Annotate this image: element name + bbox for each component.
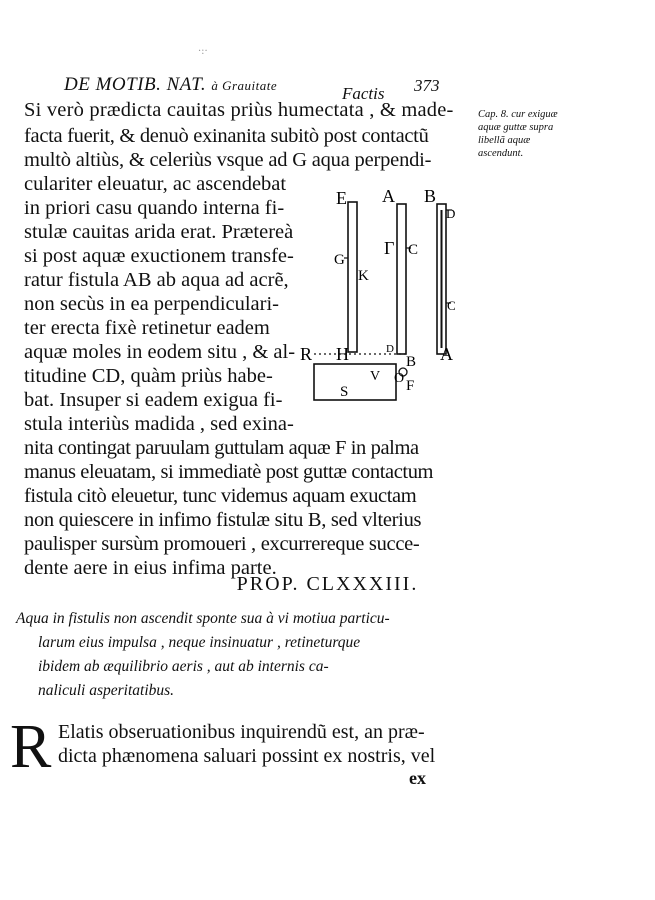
paragraph-line: in priori casu quando interna fi- — [24, 197, 285, 219]
running-header — [64, 74, 277, 96]
label-o: O — [394, 371, 405, 386]
label-h: H — [336, 344, 349, 364]
paragraph-line: ratur fistula AB ab aqua ad acrẽ, — [24, 269, 289, 291]
label-a-top: A — [382, 188, 395, 206]
label-b-low: B — [406, 354, 417, 370]
label-d-low: D — [386, 343, 394, 355]
page-number: 373 — [414, 76, 440, 95]
final-paragraph-line: dicta phænomena saluari possint ex nostris, vel — [58, 745, 436, 767]
paragraph-line: manus eleuatam, si immediatè post guttæ contactum — [24, 461, 434, 483]
proposition-line: larum eius impulsa , neque insinuatur , retineturque — [38, 634, 361, 651]
proposition-title: PROP. CLXXXIII. — [236, 573, 419, 595]
paragraph-line: multò altiùs, & celeriùs vsque ad G aqua perpendi- — [24, 149, 432, 171]
label-v: V — [370, 369, 381, 384]
paragraph-line: fistula citò eleuetur, tunc videmus aquam exuctam — [24, 485, 417, 507]
proposition-line: ibidem ab æquilibrio aeris , aut ab internis ca- — [38, 658, 329, 675]
label-gamma: Γ — [384, 238, 395, 258]
water-vessel — [314, 364, 396, 400]
paragraph-line: nita contingat paruulam guttulam aquæ F in palma — [24, 437, 419, 459]
paragraph-line: non quiescere in infimo fistulæ situ B, sed vlterius — [24, 509, 422, 531]
drop-capital: R — [10, 713, 52, 781]
marginal-note: Cap. 8. cur exiguæ aquæ guttæ supra libellã aquæ ascendunt. — [478, 109, 558, 159]
header-facilis: Factis — [342, 84, 385, 103]
label-d-top: D — [446, 206, 456, 221]
label-c-mid: C — [408, 242, 419, 258]
paragraph-line: Si verò prædicta cauitas priùs humectata , & made- — [24, 99, 454, 121]
paragraph-line: stula interiùs madida , sed exina- — [24, 413, 294, 435]
label-c-right: C — [447, 298, 456, 313]
paragraph-line: ter erecta fixè retinetur eadem — [24, 317, 270, 339]
ornament-mark: ·:· — [198, 46, 208, 57]
paragraph-line: titudine CD, quàm priùs habe- — [24, 365, 273, 387]
paragraph-line: paulisper sursùm promoueri , excurrereque succe- — [24, 533, 420, 555]
proposition-line: Aqua in fistulis non ascendit sponte sua à vi motiua particu- — [16, 610, 390, 627]
label-s: S — [340, 384, 349, 400]
paragraph-line: si post aquæ exuctionem transfe- — [24, 245, 294, 267]
paragraph-line: stulæ cauitas arida erat. Prætereà — [24, 221, 294, 243]
label-k: K — [358, 268, 369, 284]
label-b-top: B — [424, 188, 437, 206]
label-r: R — [300, 344, 313, 364]
label-e: E — [336, 188, 347, 208]
paragraph-line: facta fuerit, & denuò exinanita subitò post contactũ — [24, 125, 429, 147]
label-f: F — [406, 378, 415, 394]
paragraph-line: culariter eleuatur, ac ascendebat — [24, 173, 287, 195]
capillary-tubes-figure — [300, 188, 470, 418]
paragraph-line: dente aere in eius infima parte. — [24, 557, 277, 579]
label-a-low: A — [440, 344, 453, 364]
paragraph-line: bat. Insuper si eadem exigua fi- — [24, 389, 283, 411]
running-subtitle: à Grauitate — [211, 78, 278, 93]
tube-ab — [397, 204, 406, 354]
proposition-line: naliculi asperitatibus. — [38, 682, 175, 699]
paragraph-line: aquæ moles in eodem situ , & al- — [24, 341, 296, 363]
catchword: ex — [409, 768, 426, 788]
final-paragraph-line: Elatis obseruationibus inquirendũ est, an præ- — [58, 721, 425, 743]
label-g: G — [334, 252, 345, 268]
tube-e — [348, 202, 357, 352]
running-title: DE MOTIB. NAT. — [64, 74, 207, 95]
paragraph-line: non secùs in ea perpendiculari- — [24, 293, 280, 315]
